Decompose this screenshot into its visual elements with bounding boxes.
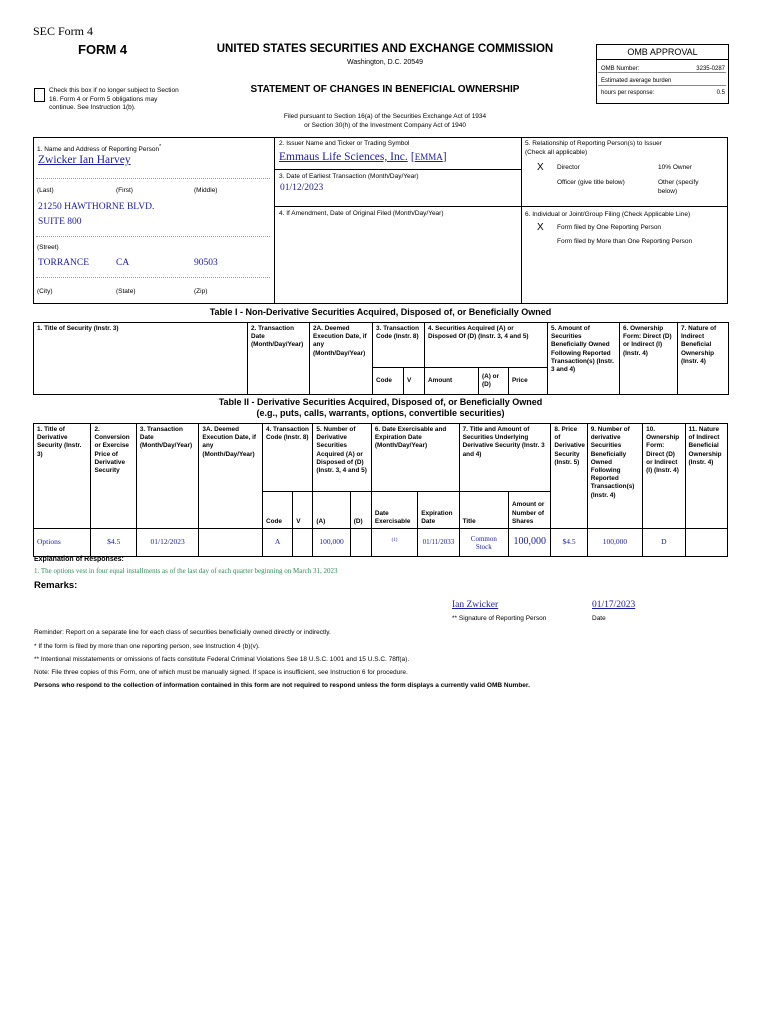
- t1-header-date: 2. Transaction Date (Month/Day/Year): [248, 323, 310, 395]
- row-transaction-date: 01/12/2023: [136, 529, 199, 557]
- state-label: (State): [116, 288, 136, 295]
- director-label: Director: [557, 164, 580, 171]
- omb-number-label: OMB Number:: [601, 66, 640, 72]
- table2-derivative: [33, 423, 728, 557]
- row-underlying-shares: 100,000: [509, 529, 551, 557]
- row-ownership-form: D: [643, 529, 685, 557]
- middle-label: (Middle): [194, 187, 218, 194]
- row-code: A: [262, 529, 292, 557]
- t1-header-nature: 7. Nature of Indirect Beneficial Ownership (Instr. 4): [678, 323, 729, 395]
- zip-value: 90503: [194, 258, 218, 268]
- box5-label: 5. Relationship of Reporting Person(s) to Issuer: [525, 140, 662, 147]
- t1-sub-price: Price: [509, 368, 548, 395]
- table-row: [34, 529, 728, 557]
- footnote-1-ref[interactable]: (1): [391, 538, 398, 544]
- t1-header-deemed: 2A. Deemed Execution Date, if any (Month/Day/Year): [310, 323, 373, 395]
- t2-header-owned: 9. Number of derivative Securities Beneficially Owned Following Reported Transaction(s) (Instr. 4): [587, 424, 642, 529]
- row-expiration: 01/11/2033: [418, 529, 459, 557]
- sec-form-label: SEC Form 4: [33, 24, 94, 38]
- multiple-persons-note: * If the form is filed by more than one reporting person, see Instruction 4 (b)(v).: [34, 643, 260, 650]
- t1-header-acquired: 4. Securities Acquired (A) or Disposed Of (D) (Instr. 3, 4 and 5): [425, 323, 548, 368]
- issuer-row: [279, 151, 447, 163]
- form-title: FORM 4: [78, 42, 128, 57]
- t1-sub-amount: Amount: [425, 368, 479, 395]
- date-label: Date: [592, 615, 606, 622]
- t2-sub-a: (A): [313, 492, 350, 529]
- ten-percent-owner-label: 10% Owner: [658, 164, 692, 171]
- section16-checkbox-label: Check this box if no longer subject to Section 16. Form 4 or Form 5 obligations may continue. See Instruction 1(b).: [49, 87, 179, 112]
- t1-header-amount-owned: 5. Amount of Securities Beneficially Owned Following Reported Transaction(s) (Instr. 3 and 4): [548, 323, 620, 395]
- omb-hours-label: hours per response:: [601, 90, 655, 96]
- omb-number-value: 3235-0287: [696, 66, 725, 72]
- statement-title: STATEMENT OF CHANGES IN BENEFICIAL OWNERSHIP: [250, 84, 520, 95]
- row-nature: [685, 529, 727, 557]
- row-owned-following: 100,000: [587, 529, 642, 557]
- t2-header-title: 1. Title of Derivative Security (Instr. 3): [34, 424, 91, 529]
- t2-header-nature: 11. Nature of Indirect Beneficial Ownership (Instr. 4): [685, 424, 727, 529]
- omb-title: OMB APPROVAL: [597, 45, 728, 60]
- signature-label: ** Signature of Reporting Person: [452, 615, 547, 622]
- table2-title: Table II - Derivative Securities Acquired, Disposed of, or Beneficially Owned: [218, 397, 543, 407]
- t2-sub-expiration: Expiration Date: [418, 492, 459, 529]
- box6-label: 6. Individual or Joint/Group Filing (Check Applicable Line): [525, 211, 691, 218]
- copies-note: Note: File three copies of this Form, one of which must be manually signed. If space is insufficient, see Instruction 6 for procedure.: [34, 669, 408, 676]
- earliest-transaction-date: 01/12/2023: [280, 183, 324, 193]
- t2-sub-title: Title: [459, 492, 508, 529]
- box2-label: 2. Issuer Name and Ticker or Trading Symbol: [279, 140, 410, 147]
- omb-burden-label: Estimated average burden: [601, 78, 672, 84]
- t1-header-ownership-form: 6. Ownership Form: Direct (D) or Indirect (I) (Instr. 4): [620, 323, 678, 395]
- table1-title: Table I - Non-Derivative Securities Acquired, Disposed of, or Beneficially Owned: [209, 307, 552, 317]
- row-conversion-price: $4.5: [91, 529, 136, 557]
- city-value: TORRANCE: [38, 258, 90, 268]
- street-line1: 21250 HAWTHORNE BLVD.: [38, 202, 155, 212]
- row-deemed-date: [199, 529, 263, 557]
- t2-header-underlying: 7. Title and Amount of Securities Underlying Derivative Security (Instr. 3 and 4): [459, 424, 551, 492]
- officer-label: Officer (give title below): [557, 179, 625, 186]
- box4-label: 4. If Amendment, Date of Original Filed (Month/Day/Year): [279, 210, 444, 217]
- agency-city: Washington, D.C. 20549: [346, 59, 423, 66]
- ticker-open-bracket: [: [410, 151, 415, 163]
- t2-header-exercisable: 6. Date Exercisable and Expiration Date (Month/Day/Year): [371, 424, 459, 492]
- box1-label-text: 1. Name and Address of Reporting Person: [37, 146, 160, 154]
- signature-value: Ian Zwicker: [452, 600, 499, 610]
- filed-pursuant-line1: Filed pursuant to Section 16(a) of the Securities Exchange Act of 1934: [283, 113, 487, 120]
- t1-header-title: 1. Title of Security (Instr. 3): [34, 323, 248, 395]
- reminder-note: Reminder: Report on a separate line for each class of securities beneficially owned directly or indirectly.: [34, 629, 331, 636]
- t1-header-code: 3. Transaction Code (Instr. 8): [373, 323, 425, 368]
- t2-sub-code: Code: [262, 492, 292, 529]
- t2-header-price: 8. Price of Derivative Security (Instr. 5): [551, 424, 587, 529]
- table2-subtitle: (e.g., puts, calls, warrants, options, convertible securities): [256, 408, 505, 418]
- t1-sub-v: V: [404, 368, 425, 395]
- reporting-person-name[interactable]: Zwicker Ian Harvey: [38, 154, 131, 166]
- omb-persons-note: Persons who respond to the collection of information contained in this form are not required to respond unless the form displays a currently valid OMB Number.: [34, 682, 530, 689]
- t1-sub-aord: (A) or (D): [479, 368, 509, 395]
- box1-asterisk: *: [159, 144, 162, 150]
- zip-label: (Zip): [194, 288, 208, 295]
- row-security: Options: [34, 529, 91, 557]
- t2-header-form: 10. Ownership Form: Direct (D) or Indirect (I) (Instr. 4): [643, 424, 685, 529]
- street-label: (Street): [37, 244, 59, 251]
- explanation-footnote-1: 1. The options vest in four equal installments as of the last day of each quarter beginning on March 31, 2023: [34, 567, 338, 575]
- t2-sub-d: (D): [350, 492, 371, 529]
- street-line2: SUITE 800: [38, 217, 82, 227]
- t2-header-code: 4. Transaction Code (Instr. 8): [262, 424, 312, 492]
- explanation-label: Explanation of Responses:: [34, 556, 124, 563]
- city-label: (City): [37, 288, 53, 295]
- omb-hours-value: 0.5: [716, 90, 725, 96]
- issuer-name[interactable]: Emmaus Life Sciences, Inc.: [279, 151, 408, 163]
- row-v: [293, 529, 313, 557]
- filed-pursuant-line2: or Section 30(h) of the Investment Company Act of 1940: [304, 122, 466, 129]
- remarks-label: Remarks:: [34, 580, 78, 591]
- other-label: Other (specify below): [658, 179, 699, 195]
- t2-sub-v: V: [293, 492, 313, 529]
- table1-nonderivative: [33, 322, 729, 395]
- omb-approval-box: [596, 44, 729, 104]
- state-value: CA: [116, 258, 130, 268]
- last-label: (Last): [37, 187, 54, 194]
- section16-checkbox[interactable]: [34, 88, 45, 102]
- row-date-exercisable: [371, 529, 417, 557]
- ticker-close-bracket: ]: [442, 151, 447, 163]
- one-person-check-mark[interactable]: X: [537, 222, 544, 233]
- box5-sublabel: (Check all applicable): [525, 149, 588, 156]
- row-acquired: 100,000: [313, 529, 350, 557]
- first-label: (First): [116, 187, 133, 194]
- box3-label: 3. Date of Earliest Transaction (Month/Day/Year): [279, 173, 419, 180]
- t2-header-number: 5. Number of Derivative Securities Acquired (A) or Disposed of (D) (Instr. 3, 4 and 5): [313, 424, 371, 492]
- t2-header-date: 3. Transaction Date (Month/Day/Year): [136, 424, 199, 529]
- ticker-symbol[interactable]: EMMA: [414, 152, 443, 162]
- row-derivative-price: $4.5: [551, 529, 587, 557]
- t2-sub-amount: Amount or Number of Shares: [509, 492, 551, 529]
- one-person-label: Form filed by One Reporting Person: [557, 224, 662, 231]
- t2-sub-date-exercisable: Date Exercisable: [371, 492, 417, 529]
- box1-label: [37, 143, 161, 155]
- row-underlying-title: Common Stock: [459, 529, 508, 557]
- t2-header-deemed: 3A. Deemed Execution Date, if any (Month/Day/Year): [199, 424, 263, 529]
- t1-sub-code: Code: [373, 368, 404, 395]
- agency-title: UNITED STATES SECURITIES AND EXCHANGE COMMISSION: [216, 43, 554, 55]
- misstatements-note: ** Intentional misstatements or omissions of facts constitute Federal Criminal Violations See 18 U.S.C. 1001 and 15 U.S.C. 78ff(a).: [34, 656, 410, 663]
- signature-date: 01/17/2023: [592, 600, 636, 610]
- t2-header-conversion: 2. Conversion or Exercise Price of Derivative Security: [91, 424, 136, 529]
- row-disposed: [350, 529, 371, 557]
- more-persons-label: Form filed by More than One Reporting Person: [557, 238, 693, 245]
- director-check-mark[interactable]: X: [537, 162, 544, 173]
